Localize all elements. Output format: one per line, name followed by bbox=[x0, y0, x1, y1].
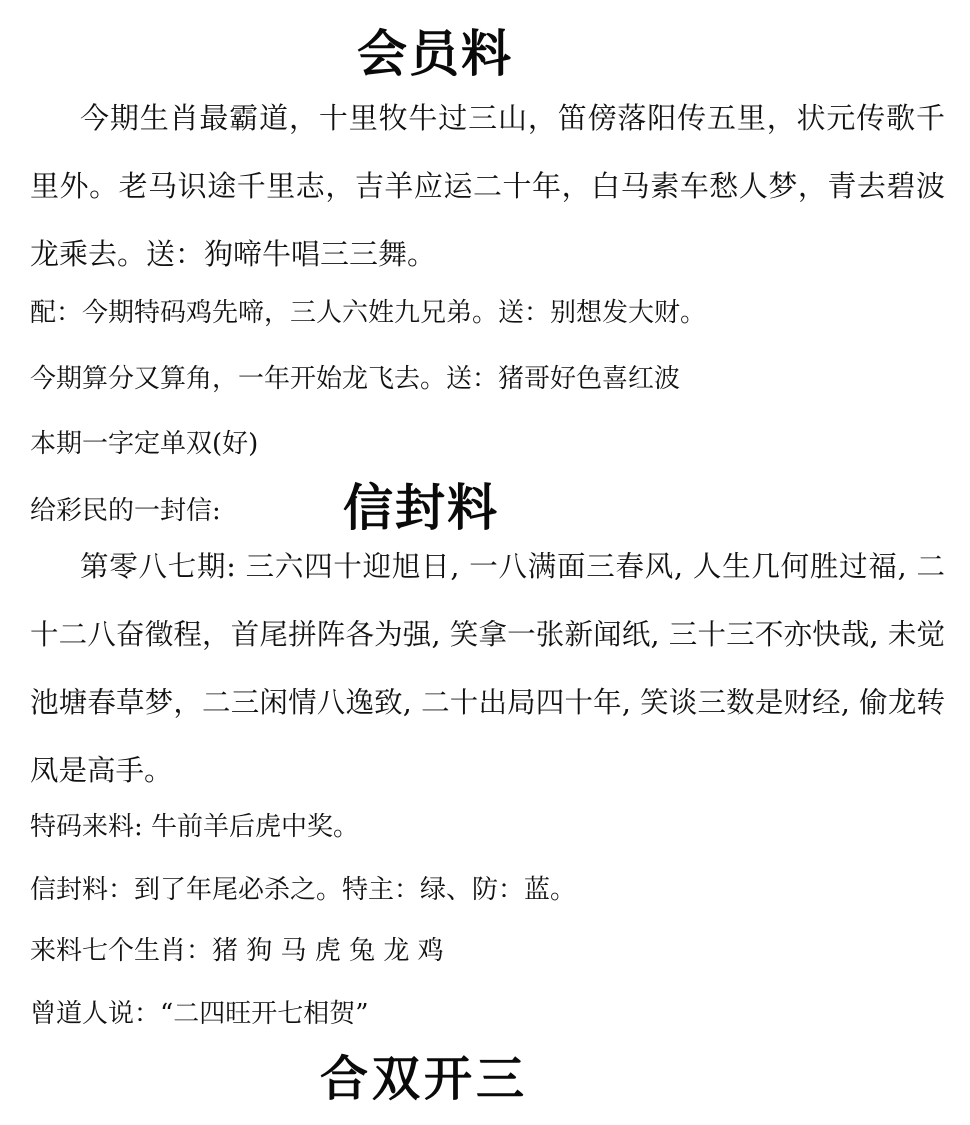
quote-line: 曾道人说：“二四旺开七相贺” bbox=[30, 999, 369, 1029]
combo-heading: 合双开三 bbox=[320, 1051, 529, 1107]
odd-even-line: 本期一字定单双(好) bbox=[30, 429, 259, 459]
pairing-line: 配：今期特码鸡先啼，三人六姓九兄弟。送：别想发大财。 bbox=[30, 298, 707, 328]
member-material-heading: 会员料 bbox=[357, 25, 513, 83]
member-material-paragraph: 今期生肖最霸道，十里牧牛过三山，笛傍落阳传五里，状元传歌千里外。老马识途千里志，吉羊应运二十年，白马素车愁人梦，青去碧波龙乘去。送：狗啼牛唱三三舞。 bbox=[30, 101, 945, 271]
zodiac-list-line: 来料七个生肖：猪 狗 马 虎 兔 龙 鸡 bbox=[30, 936, 444, 966]
calculation-line: 今期算分又算角，一年开始龙飞去。送：猪哥好色喜红波 bbox=[30, 364, 681, 394]
letter-intro-line: 给彩民的一封信: bbox=[30, 496, 221, 526]
envelope-material-heading: 信封料 bbox=[343, 479, 499, 537]
envelope-note-line: 信封料：到了年尾必杀之。特主：绿、防：蓝。 bbox=[30, 875, 577, 905]
special-code-line: 特码来料: 牛前羊后虎中奖。 bbox=[30, 812, 360, 842]
envelope-material-paragraph: 第零八七期: 三六四十迎旭日, 一八满面三春风, 人生几何胜过福, 二十二八奋徵程，首尾拼阵各为强, 笑拿一张新闻纸, 三十三不亦快哉, 未觉池塘春草梦，二三闲情八逸致, 二十出局四十年, 笑谈三数是财经, 偷龙转凤是高手。 bbox=[30, 550, 945, 787]
